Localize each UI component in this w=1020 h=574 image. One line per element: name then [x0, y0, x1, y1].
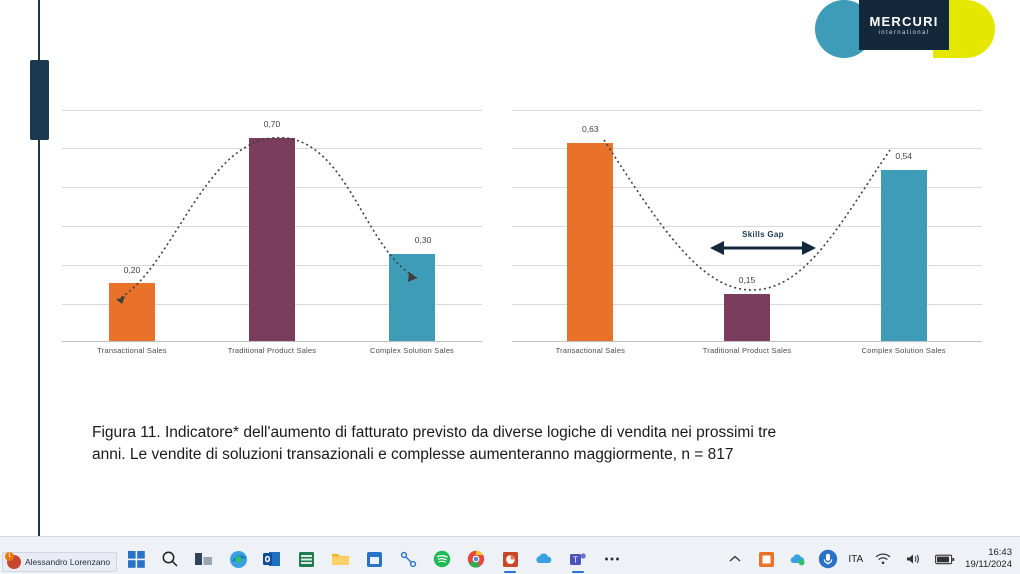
- app-tray-icon[interactable]: [755, 548, 777, 570]
- category-label: Transactional Sales: [555, 346, 626, 355]
- user-name-label: Alessandro Lorenzano: [25, 557, 111, 567]
- bar-value-label: 0,15: [738, 275, 756, 285]
- bar-group: [825, 110, 982, 341]
- figure-caption: Figura 11. Indicatore* dell'aumento di fatturato previsto da diverse logiche di vendita nei prossimi tre anni. Le vendite di soluzioni transazionali e complesse aumenteranno maggiormente, n = 817: [92, 424, 777, 464]
- windows-start-icon[interactable]: [125, 548, 147, 570]
- clock[interactable]: [965, 547, 1012, 571]
- chart-left-category-labels: [62, 346, 482, 355]
- settings-icon[interactable]: [397, 548, 419, 570]
- battery-icon[interactable]: [934, 548, 956, 570]
- bar-group: [342, 110, 482, 341]
- clock-time: 16:43: [988, 547, 1012, 559]
- powerpoint-icon[interactable]: [499, 548, 521, 570]
- bar-transactional-sales: [567, 143, 613, 341]
- skills-gap-annotation: [708, 230, 818, 262]
- chart-left: [62, 110, 482, 375]
- system-tray: [724, 547, 1012, 571]
- windows-taskbar: [0, 536, 1020, 574]
- skills-gap-label: Skills Gap: [742, 230, 784, 239]
- x-axis-line: [512, 341, 982, 342]
- user-account-chip[interactable]: [2, 552, 117, 572]
- bar-traditional-product-sales: [724, 294, 770, 341]
- x-axis-line: [62, 341, 482, 342]
- active-indicator: [572, 571, 584, 573]
- category-label: Traditional Product Sales: [702, 346, 792, 355]
- bar-value-label: 0,30: [414, 235, 432, 245]
- bar-value-label: 0,63: [582, 124, 599, 134]
- language-indicator[interactable]: ITA: [848, 553, 864, 565]
- search-icon[interactable]: [159, 548, 181, 570]
- notification-badge: 1: [5, 552, 14, 561]
- file-explorer-icon[interactable]: [329, 548, 351, 570]
- category-label: Traditional Product Sales: [227, 346, 317, 355]
- bar-group: [202, 110, 342, 341]
- clock-date: 19/11/2024: [965, 559, 1012, 571]
- spotify-icon[interactable]: [431, 548, 453, 570]
- category-label: Complex Solution Sales: [861, 346, 946, 355]
- bar-complex-solution-sales: [389, 254, 435, 341]
- active-indicator: [504, 571, 516, 573]
- bar-group: [669, 110, 826, 341]
- volume-icon[interactable]: [903, 548, 925, 570]
- logo-name: MERCURI: [869, 14, 939, 29]
- left-rail-block: [30, 60, 49, 140]
- bar-value-label: 0,54: [895, 151, 912, 161]
- excel-icon[interactable]: [295, 548, 317, 570]
- bar-group: [62, 110, 202, 341]
- chart-left-plot: [62, 110, 482, 342]
- cloud-sync-icon[interactable]: [786, 548, 808, 570]
- chart-right-bars: [512, 110, 982, 341]
- bar-transactional-sales: [109, 283, 155, 341]
- chart-right-plot: [512, 110, 982, 342]
- logo-wordmark: [859, 0, 949, 50]
- svg-text:T: T: [573, 555, 578, 564]
- logo-subtitle: international: [878, 30, 930, 36]
- edge-icon[interactable]: [227, 548, 249, 570]
- bar-value-label: 0,70: [263, 119, 281, 129]
- chart-left-bars: [62, 110, 482, 341]
- mercuri-logo: [815, 0, 1000, 62]
- more-icon[interactable]: [601, 548, 623, 570]
- chart-right-category-labels: [512, 346, 982, 355]
- outlook-icon[interactable]: [261, 548, 283, 570]
- chrome-icon[interactable]: [465, 548, 487, 570]
- onedrive-icon[interactable]: [533, 548, 555, 570]
- category-label: Complex Solution Sales: [369, 346, 455, 355]
- category-label: Transactional Sales: [97, 346, 167, 355]
- taskbar-app-icons: [125, 548, 623, 570]
- bar-value-label: 0,20: [123, 265, 141, 275]
- mic-icon[interactable]: [817, 548, 839, 570]
- double-arrow-icon: [708, 239, 818, 257]
- chevron-up-icon[interactable]: [724, 548, 746, 570]
- bar-group: [512, 110, 669, 341]
- task-view-icon[interactable]: [193, 548, 215, 570]
- wifi-icon[interactable]: [872, 548, 894, 570]
- teams-icon[interactable]: [567, 548, 589, 570]
- store-icon[interactable]: [363, 548, 385, 570]
- bar-traditional-product-sales: [249, 138, 295, 341]
- chart-right: [512, 110, 982, 375]
- avatar: [7, 555, 21, 569]
- charts-container: [62, 110, 982, 375]
- bar-complex-solution-sales: [881, 170, 927, 341]
